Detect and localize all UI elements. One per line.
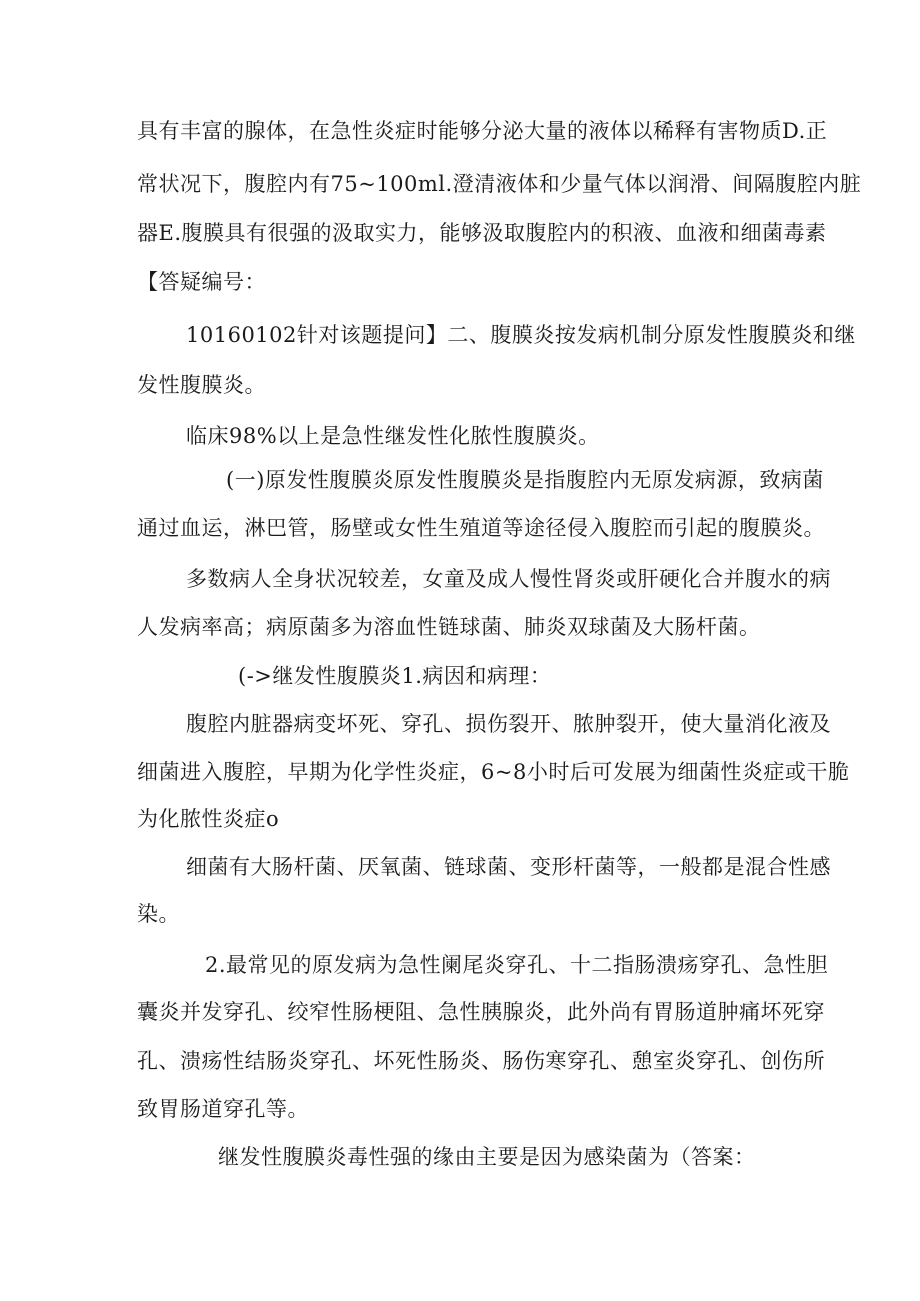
text-line-18: 2.最常见的原发病为急性阑尾炎穿孔、十二指肠溃疡穿孔、急性胆 [205, 953, 829, 977]
text-line-3: 器E.腹膜具有很强的汲取实力，能够汲取腹腔内的积液、血液和细菌毒素 [137, 221, 827, 245]
text-line-22: 继发性腹膜炎毒性强的缘由主要是因为感染菌为（答案： [218, 1145, 756, 1169]
text-line-14: 细菌进入腹腔，早期为化学性炎症，6~8小时后可发展为细菌性炎症或干脆 [137, 760, 850, 784]
text-line-21: 致胃肠道穿孔等。 [137, 1097, 309, 1121]
text-line-2: 常状况下，腹腔内有75~100ml.澄清液体和少量气体以润滑、间隔腹腔内脏 [137, 172, 862, 196]
text-line-16: 细菌有大肠杆菌、厌氧菌、链球菌、变形杆菌等，一般都是混合性感 [186, 855, 831, 879]
text-line-5: 10160102针对该题提问】二、腹膜炎按发病机制分原发性腹膜炎和继 [186, 323, 856, 347]
text-line-20: 孔、溃疡性结肠炎穿孔、坏死性肠炎、肠伤寒穿孔、憩室炎穿孔、创伤所 [137, 1049, 825, 1073]
text-line-13: 腹腔内脏器病变坏死、穿孔、损伤裂开、脓肿裂开，使大量消化液及 [186, 712, 831, 736]
text-line-9: 通过血运，淋巴管，肠壁或女性生殖道等途径侵入腹腔而引起的腹膜炎。 [137, 516, 825, 540]
text-line-10: 多数病人全身状况较差，女童及成人慢性肾炎或肝硬化合并腹水的病 [186, 567, 831, 591]
text-line-12: (->继发性腹膜炎1.病因和病理： [238, 664, 552, 688]
text-line-19: 囊炎并发穿孔、绞窄性肠梗阻、急性胰腺炎，此外尚有胃肠道肿痛坏死穿 [137, 1000, 825, 1024]
text-line-1: 具有丰富的腺体，在急性炎症时能够分泌大量的液体以稀释有害物质D.正 [137, 119, 828, 143]
text-line-8: (一)原发性腹膜炎原发性腹膜炎是指腹腔内无原发病源，致病菌 [226, 468, 824, 492]
text-line-4: 【答疑编号： [137, 270, 266, 294]
text-line-15: 为化脓性炎症o [137, 807, 280, 831]
text-line-17: 染。 [137, 902, 180, 926]
text-line-11: 人发病率高；病原菌多为溶血性链球菌、肺炎双球菌及大肠杆菌。 [137, 615, 761, 639]
text-line-6: 发性腹膜炎。 [137, 373, 266, 397]
text-line-7: 临床98%以上是急性继发性化脓性腹膜炎。 [186, 424, 600, 448]
